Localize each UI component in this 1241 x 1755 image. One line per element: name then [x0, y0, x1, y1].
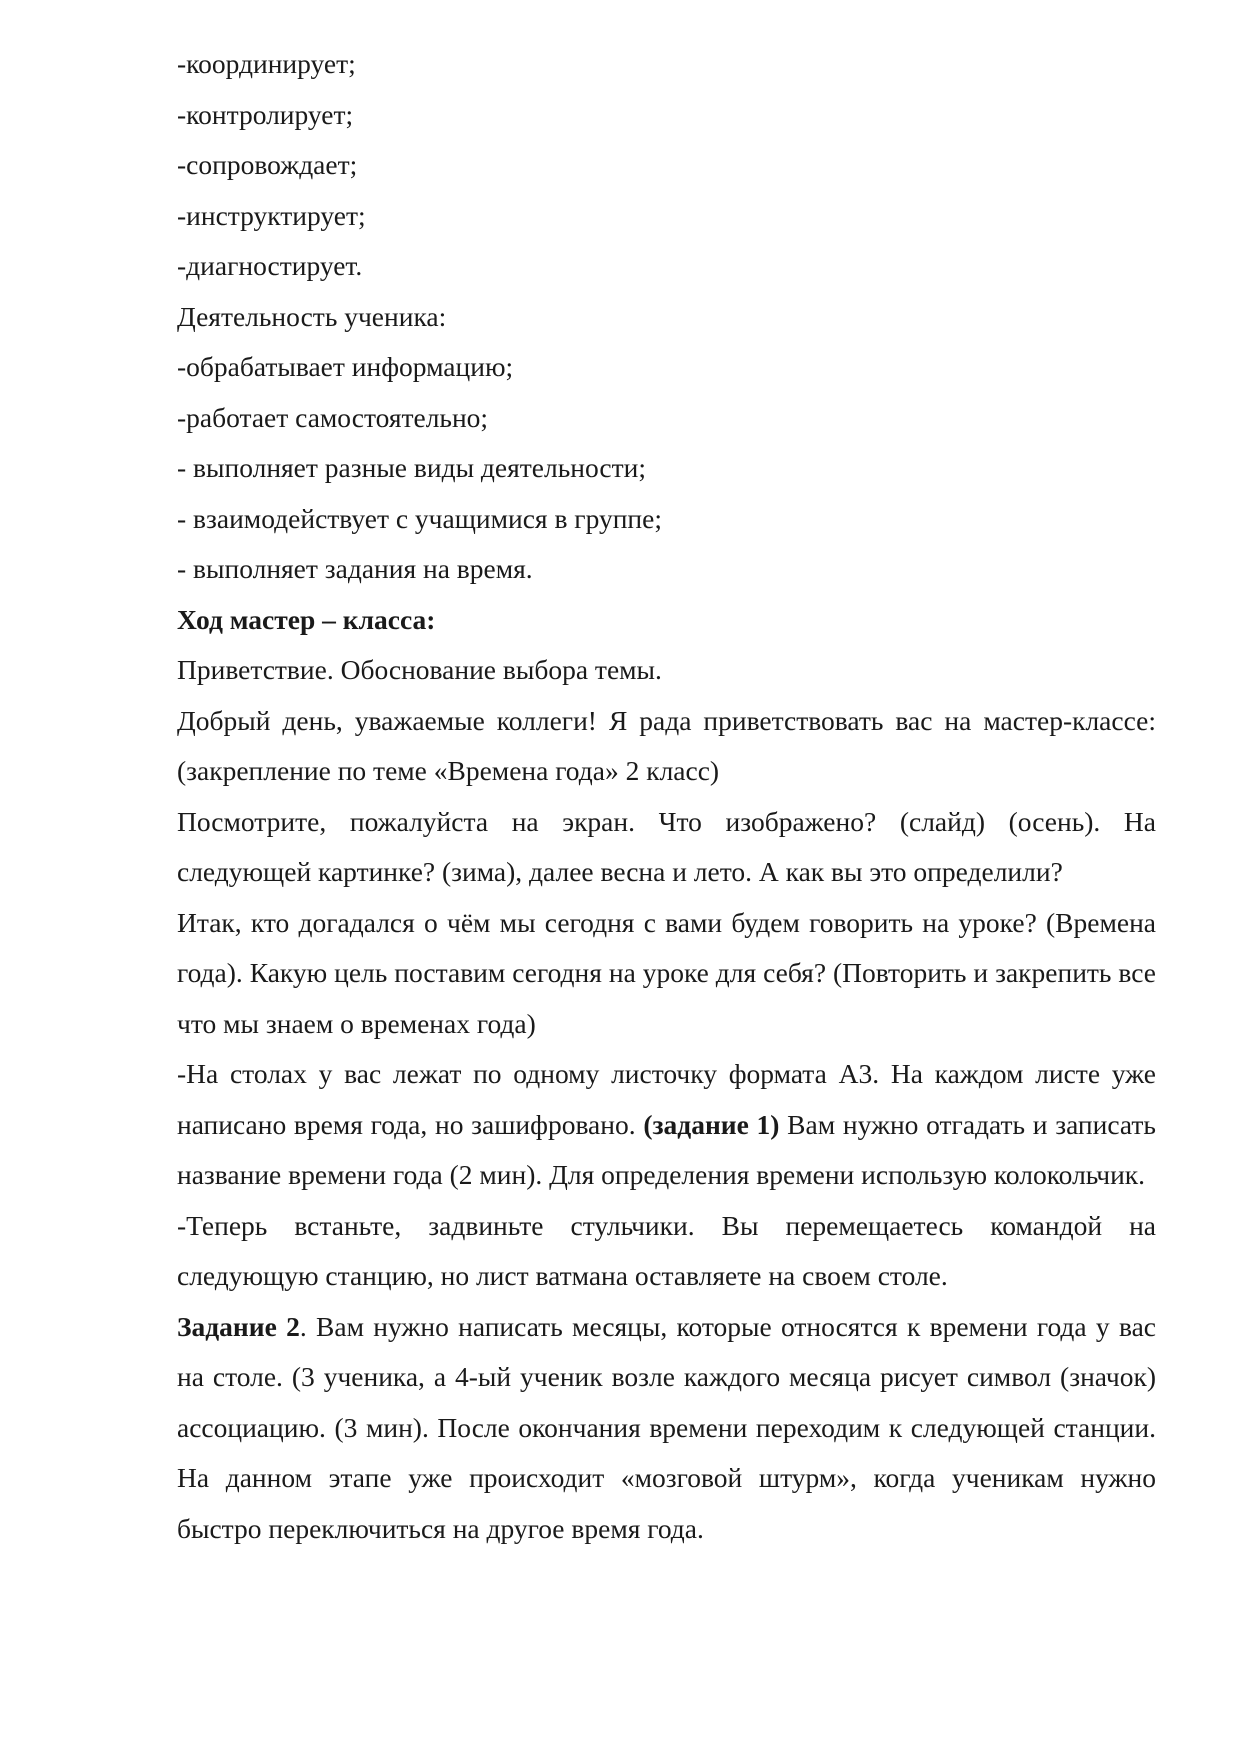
student-activity-item: - выполняет разные виды деятельности; — [177, 452, 646, 483]
student-activity-item: - взаимодействует с учащимися в группе; — [177, 502, 662, 534]
task2-text: . Вам нужно написать месяцы, которые относятся к времени года у вас на столе. (3 ученика, а 4-ый ученик возле каждого месяца рисует символ (значок) ассоциацию. (3 мин). После окончания времени переходим к следующей станции. На данном этапе уже происходит «мозговой штурм», когда ученикам нужно быстро переключиться на другое время года. — [177, 1310, 1156, 1544]
student-activity-heading: Деятельность ученика: — [177, 300, 447, 332]
task1-paragraph — [177, 1049, 1156, 1201]
screen-paragraph: Посмотрите, пожалуйста на экран. Что изображено? (слайд) (осень). На следующей картинке? (зима), далее весна и лето. А как вы это определили? — [177, 805, 1156, 887]
student-activity-item: -обрабатывает информацию; — [177, 351, 514, 382]
task1-text-after: Вам нужно отгадать и записать название времени года (2 мин). Для определения времени использую колокольчик. — [177, 1108, 1156, 1190]
task1-label: (задание 1) — [643, 1108, 780, 1140]
greeting-line: Приветствие. Обоснование выбора темы. — [177, 654, 662, 685]
document-body — [177, 39, 1156, 1554]
goal-paragraph: Итак, кто догадался о чём мы сегодня с вами будем говорить на уроке? (Времена года). Какую цель поставим сегодня на уроке для себя? (Повторить и закрепить все что мы знаем о временах года) — [177, 906, 1156, 1039]
teacher-activity-item: -инструктирует; — [177, 199, 366, 231]
teacher-activity-item: -координирует; — [177, 48, 356, 79]
teacher-activity-item: -диагностирует. — [177, 250, 363, 281]
greeting-paragraph: Добрый день, уважаемые коллеги! Я рада приветствовать вас на мастер-классе: (закрепление по теме «Времена года» 2 класс) — [177, 704, 1156, 786]
teacher-activity-item: -контролирует; — [177, 98, 354, 130]
student-activity-item: -работает самостоятельно; — [177, 401, 489, 433]
student-activity-item: - выполняет задания на время. — [177, 553, 533, 584]
move-paragraph: -Теперь встаньте, задвиньте стульчики. Вы перемещаетесь командой на следующую станцию, но лист ватмана оставляете на своем столе. — [177, 1209, 1156, 1291]
lesson-heading: Ход мастер – класса: — [177, 603, 436, 635]
task1-text-before: -На столах у вас лежат по одному листочку формата А3. На каждом листе уже написано время года, но зашифровано. — [177, 1058, 1156, 1140]
task2-paragraph — [177, 1302, 1156, 1555]
task2-label: Задание 2 — [177, 1310, 300, 1342]
teacher-activity-item: -сопровождает; — [177, 149, 358, 180]
